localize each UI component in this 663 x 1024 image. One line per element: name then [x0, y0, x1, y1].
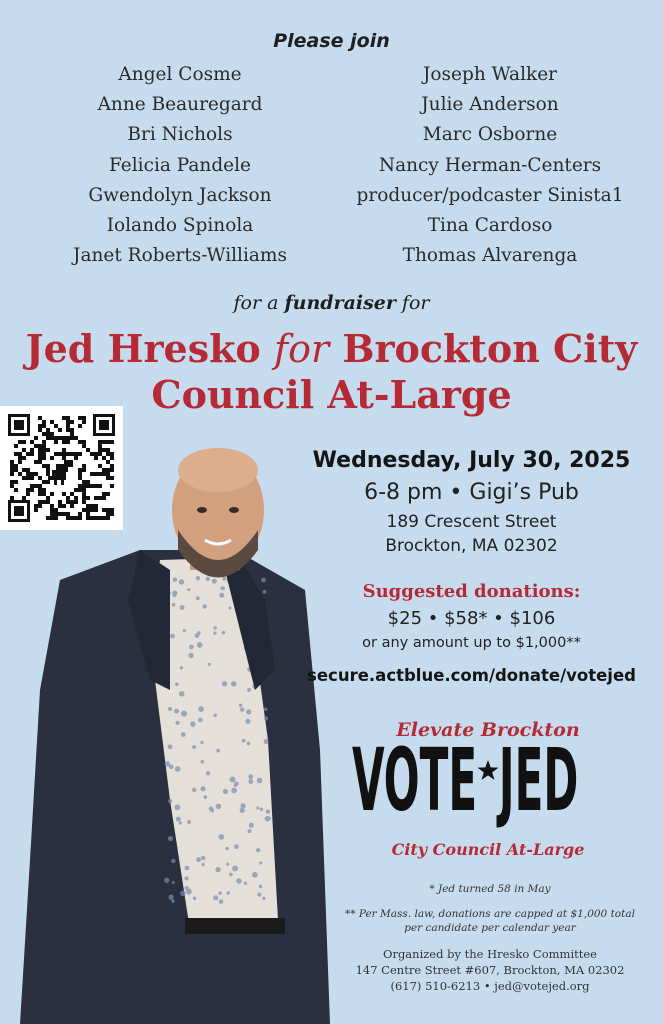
- headline-for: for: [274, 327, 330, 371]
- event-date: Wednesday, July 30, 2025: [312, 448, 631, 473]
- host-name: Felicia Pandele: [108, 154, 251, 176]
- host-name: Janet Roberts-Williams: [73, 245, 287, 267]
- fundraiser-line: [0, 292, 663, 314]
- donations-title: Suggested donations:: [362, 581, 581, 602]
- fundraiser-post: for: [395, 292, 430, 314]
- event-street: 189 Crescent Street: [386, 512, 557, 532]
- footnote-legal: ** Per Mass. law, donations are capped at $1,000 total per candidate per calendar year: [345, 908, 635, 934]
- footnote-age: * Jed turned 58 in May: [429, 883, 551, 895]
- host-name: Iolando Spinola: [106, 215, 254, 237]
- logo-bottom-text: City Council At-Large: [391, 840, 585, 859]
- candidate-name: Jed Hresko: [25, 326, 274, 371]
- host-name: Gwendolyn Jackson: [88, 184, 272, 206]
- logo-vote-text: VOTE: [351, 731, 478, 832]
- logo-top-text: Elevate Brockton: [396, 719, 580, 741]
- event-city: Brockton, MA 02302: [385, 536, 558, 556]
- host-name: Julie Anderson: [421, 94, 559, 116]
- host-name: Anne Beauregard: [97, 94, 263, 116]
- vote-jed-logo: [330, 712, 646, 864]
- host-list-right: [340, 60, 640, 271]
- fundraiser-bold: fundraiser: [284, 292, 396, 314]
- host-name: Marc Osborne: [422, 124, 558, 146]
- host-name: Angel Cosme: [118, 64, 242, 85]
- organizer-contact: (617) 510-6213 • jed@votejed.org: [390, 979, 590, 993]
- please-join-heading: Please join: [273, 30, 390, 52]
- headline-title-1: Brockton City: [329, 326, 638, 371]
- star-icon: [478, 760, 499, 780]
- organizer-address: 147 Centre Street #607, Brockton, MA 02302: [355, 963, 625, 977]
- headline: [0, 326, 663, 418]
- host-name: Bri Nichols: [127, 124, 233, 146]
- host-name: producer/podcaster Sinista1: [356, 184, 624, 206]
- host-name: Thomas Alvarenga: [402, 245, 578, 267]
- donation-note: or any amount up to $1,000**: [362, 635, 581, 651]
- logo-jed-text: JED: [498, 731, 579, 832]
- fundraiser-pre: for a: [233, 292, 285, 314]
- host-name: Nancy Herman-Centers: [378, 154, 602, 176]
- headline-title-2: Council At-Large: [151, 372, 512, 417]
- donation-amounts: $25 • $58* • $106: [387, 608, 556, 629]
- event-time-venue: 6-8 pm • Gigi’s Pub: [364, 480, 579, 505]
- host-list-left: [30, 60, 330, 271]
- host-name: Joseph Walker: [423, 64, 557, 85]
- host-name: Tina Cardoso: [427, 215, 553, 237]
- organizer-name: Organized by the Hresko Committee: [383, 947, 597, 961]
- donation-link[interactable]: secure.actblue.com/donate/votejed: [307, 666, 636, 685]
